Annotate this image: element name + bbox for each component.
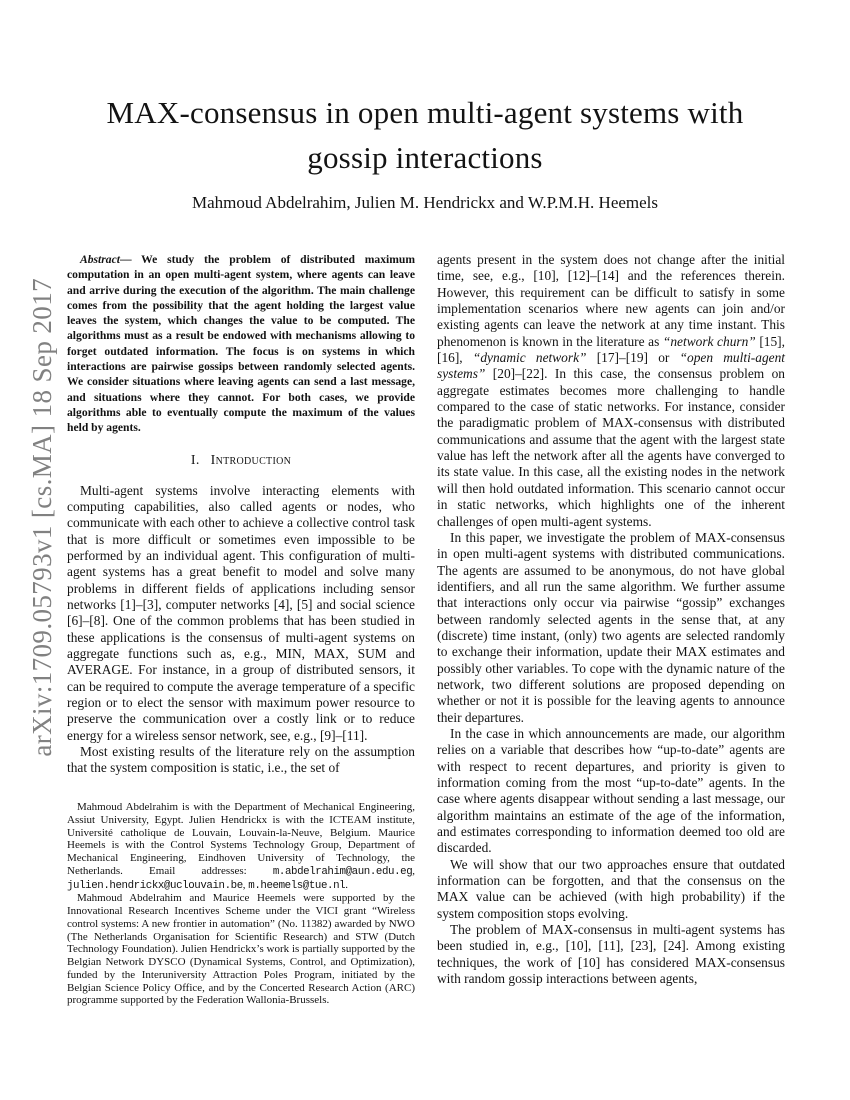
arxiv-banner	[27, 278, 67, 803]
text-run: “open multi-agent systems”	[437, 350, 785, 382]
text-run: ,	[412, 864, 415, 877]
section-number: I.	[190, 452, 200, 468]
text-run: Abstract	[80, 253, 120, 266]
text-run: Most existing results of the literature rely on the assumption that the system composition is static, i.e., the set of	[67, 744, 415, 776]
text-run: [17]–[19] or	[586, 350, 680, 366]
email-address: m.heemels@tue.nl	[248, 879, 346, 892]
section-heading-introduction	[67, 453, 415, 469]
text-run: In this paper, we investigate the problem of MAX-consensus in open multi-agent systems with distributed communications. The agents are assumed to be anonymous, do not have global identifiers, and all run the same algorithm. We further assume that interactions only occur via pairwise “gossip” exchanges between randomly selected agents in the sense that, at any (discrete) time instant, (only) two agents are selected randomly to exchange their information, update their MAX estimates and possibly other variables. To cope with the dynamic nature of the network, two different solutions are proposed depending on whether or not it is possible for the leaving agents to announce their departures.	[437, 529, 785, 725]
text-run: .	[345, 878, 348, 891]
text-run: ,	[242, 878, 249, 891]
paragraph	[67, 892, 415, 1007]
abstract-paragraph	[67, 252, 415, 436]
left-column-body	[67, 483, 415, 777]
text-run: “network churn”	[662, 333, 756, 349]
text-run: [15], [16],	[437, 333, 785, 366]
paper-authors: Mahmoud Abdelrahim, Julien M. Hendrickx and W.P.M.H. Heemels	[191, 193, 659, 212]
text-run: [20]–[22]. In this case, the consensus problem on aggregate estimates becomes more challenging to handle compared to the case of static networks. For instance, consider the paradigmatic problem of MAX-consensus with distributed communications and assume that the agent with the largest state value has left the network after all the agents have converged to its state value. In this case, all the existing nodes in the network will then hold outdated information. This scenario cannot occur in static networks, which highlights one of the inherent challenges of open multi-agent systems.	[437, 366, 785, 529]
text-run: Multi-agent systems involve interacting elements with computing capabilities, also called agents or nodes, who communicate with each other to achieve a collective control task that is more difficult or sometimes even impossible to be performed by an individual agent. This configuration of multi-agent systems has a great benefit to model and solve many problems in different fields of applications including sensor networks [1]–[3], computer networks [4], [5] and social science [6]–[8]. One of the common problems that has been studied in these applications is the consensus of multi-agent systems on aggregate functions such as, e.g., MIN, MAX, SUM and AVERAGE. For instance, in a group of distributed sensors, it can be required to compute the average temperature of a specific region or to elect the sensor with maximum power resource to preserve the communication over a costly link or to reduce energy for a wireless sensor network, see, e.g., [9]–[11].	[67, 482, 415, 743]
text-run: We will show that our two approaches ensure that outdated information can be forgotten, and that the consensus on the MAX value can be achieved (with high probability) if the system composition stops evolving.	[437, 856, 785, 921]
text-run: In the case in which announcements are made, our algorithm relies on a variable that describes how “up-to-date” agents are with respect to recent departures, and priority is given to information coming from the most “up-to-date” agents. In the case where agents disappear without sending a last message, our algorithm maintains an estimate of the age of the information, and estimates corresponding to information deemed too old are discarded.	[437, 725, 785, 856]
right-column	[437, 252, 785, 987]
paragraph	[67, 483, 415, 745]
text-run: Mahmoud Abdelrahim is with the Department of Mechanical Engineering, Assiut University, Egypt. Julien Hendrickx is with the ICTEAM institute, Université catholique de Louvain, Louvain-la-Neuve, Belgium. Maurice Heemels is with the Control Systems Technology Group, Department of Mechanical Engineering, Eindhoven University of Technology, the Netherlands. Email addresses:	[67, 801, 415, 877]
text-run: agents present in the system does not change after the initial time, see, e.g., [10], [12]–[14] and the references therein. However, this requirement can be difficult to satisfy in some implementation scenarios where new agents can join and/or existing agents can leave the network at any time instant. This phenomenon is known in the literature as	[437, 252, 785, 349]
author-footnotes	[67, 801, 415, 1007]
section-title: Introduction	[210, 452, 292, 468]
text-run: Mahmoud Abdelrahim and Maurice Heemels were supported by the Innovational Research Incentives Scheme under the VICI grant “Wireless control systems: A new frontier in automation” (No. 11382) awarded by NWO (The Netherlands Organisation for Scientific Research) and STW (Dutch Technology Foundation). Julien Hendrickx’s work is partially supported by the Belgian Network DYSCO (Dynamical Systems, Control, and Optimization), funded by the Interuniversity Attraction Poles Program, initiated by the Belgian Science Policy Office, and by the Concerted Research Action (ARC) programme supported by the Federation Wallonia-Brussels.	[67, 892, 415, 1007]
text-run: — We study the problem of distributed maximum computation in an open multi-agent system, where agents can leave and arrive during the execution of the algorithm. The main challenge comes from the possibility that the agent holding the largest value leaves the system, which changes the value to be computed. The algorithms must as a result be endowed with mechanisms allowing to forget outdated information. The focus is on systems in which interactions are pairwise gossips between randomly selected agents. We consider situations where leaving agents can send a last message, and situations where they cannot. For both cases, we provide algorithms able to eventually compute the maximum of the values held by agents.	[67, 253, 415, 435]
email-address: julien.hendrickx@uclouvain.be	[67, 879, 243, 892]
paragraph	[437, 530, 785, 726]
text-run: “dynamic network”	[472, 350, 587, 366]
text-run: The problem of MAX-consensus in multi-agent systems has been studied in, e.g., [10], [11], [23], [24]. Among existing techniques, the work of [10] has considered MAX-consensus with random gossip interactions between agents,	[437, 922, 785, 987]
email-address: m.abdelrahim@aun.edu.eg	[272, 865, 413, 878]
left-column	[67, 252, 415, 777]
paper-title: MAX-consensus in open multi-agent systems with gossip interactions	[106, 95, 744, 175]
paragraph	[67, 744, 415, 777]
paragraph	[437, 922, 785, 987]
paragraph	[437, 857, 785, 922]
paragraph	[437, 252, 785, 530]
paragraph	[437, 726, 785, 857]
paragraph	[67, 801, 415, 892]
arxiv-banner-text: arXiv:1709.05793v1 [cs.MA] 18 Sep 2017	[27, 278, 57, 757]
